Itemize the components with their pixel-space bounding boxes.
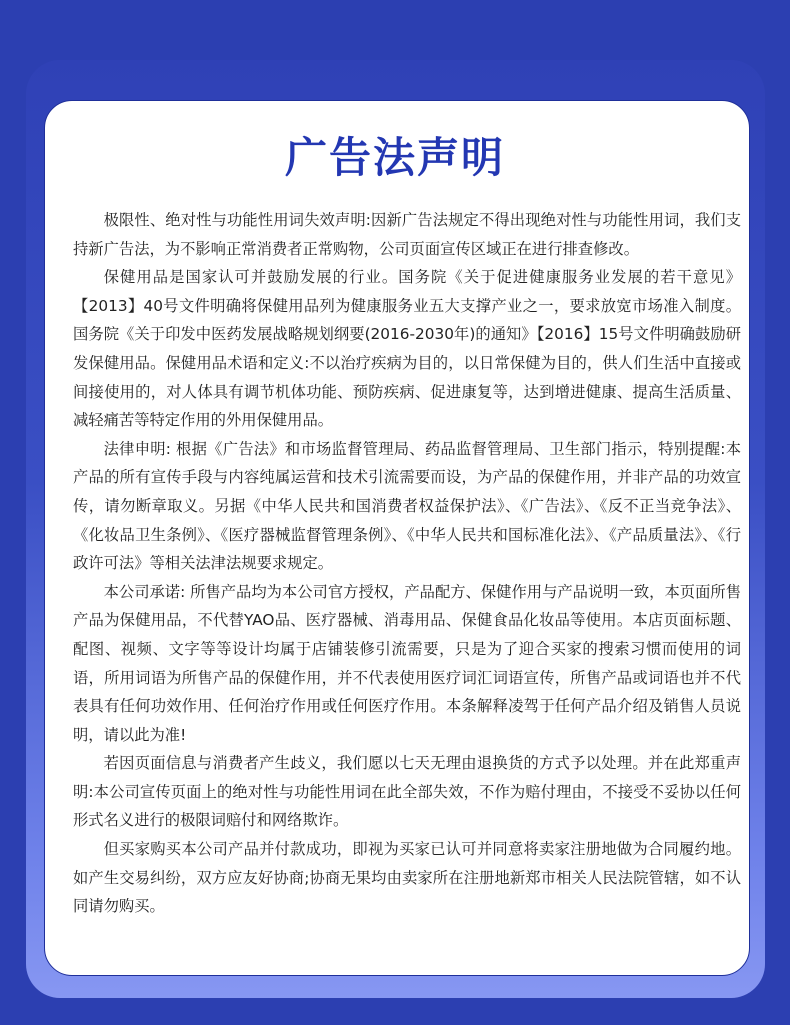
statement-body bbox=[73, 206, 741, 921]
paragraph-refund-policy: 若因页面信息与消费者产生歧义，我们愿以七天无理由退换货的方式予以处理。并在此郑重声明:本公司宣传页面上的绝对性与功能性用词在此全部失效，不作为赔付理由，不接受不妥协以任何形式名义进行的极限词赔付和网络欺诈。 bbox=[73, 754, 741, 830]
paragraph-jurisdiction: 但买家购买本公司产品并付款成功，即视为买家已认可并同意将卖家注册地做为合同履约地。如产生交易纠纷，双方应友好协商;协商无果均由卖家所在注册地新郑市相关人民法院管辖，如不认同请勿购买。 bbox=[73, 840, 741, 916]
paragraph-health-products: 保健用品是国家认可并鼓励发展的行业。国务院《关于促进健康服务业发展的若干意见》【2013】40号文件明确将保健用品列为健康服务业五大支撑产业之一，要求放宽市场准入制度。国务院《关于印发中医药发展战略规划纲要(2016-2030年)的通知》【2016】15号文件明确鼓励研发保健用品。保健用品术语和定义:不以治疗疾病为目的，以日常保健为目的，供人们生活中直接或间接使用的，对人体具有调节机体功能、预防疾病、促进康复等，达到增进健康、提高生活质量、减轻痛苦等特定作用的外用保健用品。 bbox=[73, 268, 741, 430]
paragraph-legal-notice: 法律申明: 根据《广告法》和市场监督管理局、药品监督管理局、卫生部门指示，特别提醒:本产品的所有宣传手段与内容纯属运营和技术引流需要而设，为产品的保健作用，并非产品的功效宣传，请勿断章取义。另据《中华人民共和国消费者权益保护法》、《广告法》、《反不正当竞争法》、《化妆品卫生条例》、《医疗器械监督管理条例》、《中华人民共和国标准化法》、《产品质量法》、《行政许可法》等相关法津法规要求规定。 bbox=[73, 439, 741, 573]
page-title: 广告法声明 bbox=[284, 133, 505, 182]
paragraph-company-promise: 本公司承诺: 所售产品均为本公司官方授权，产品配方、保健作用与产品说明一致，本页面所售产品为保健用品，不代替YAO品、医疗器械、消毒用品、保健食品化妆品等使用。本店页面标题、配图、视频、文字等等设计均属于店铺装修引流需要，只是为了迎合买家的搜索习惯而使用的词语，所用词语为所售产品的保健作用，并不代表使用医疗词汇词语宣传，所售产品或词语也并不代表具有任何功效作用、任何治疗作用或任何医疗作用。本条解释凌驾于任何产品介绍及销售人员说明，请以此为准! bbox=[73, 582, 741, 744]
paragraph-absolute-terms: 极限性、绝对性与功能性用词失效声明:因新广告法规定不得出现绝对性与功能性用词，我们支持新广告法，为不影响正常消费者正常购物，公司页面宣传区域正在进行排查修改。 bbox=[73, 211, 741, 258]
